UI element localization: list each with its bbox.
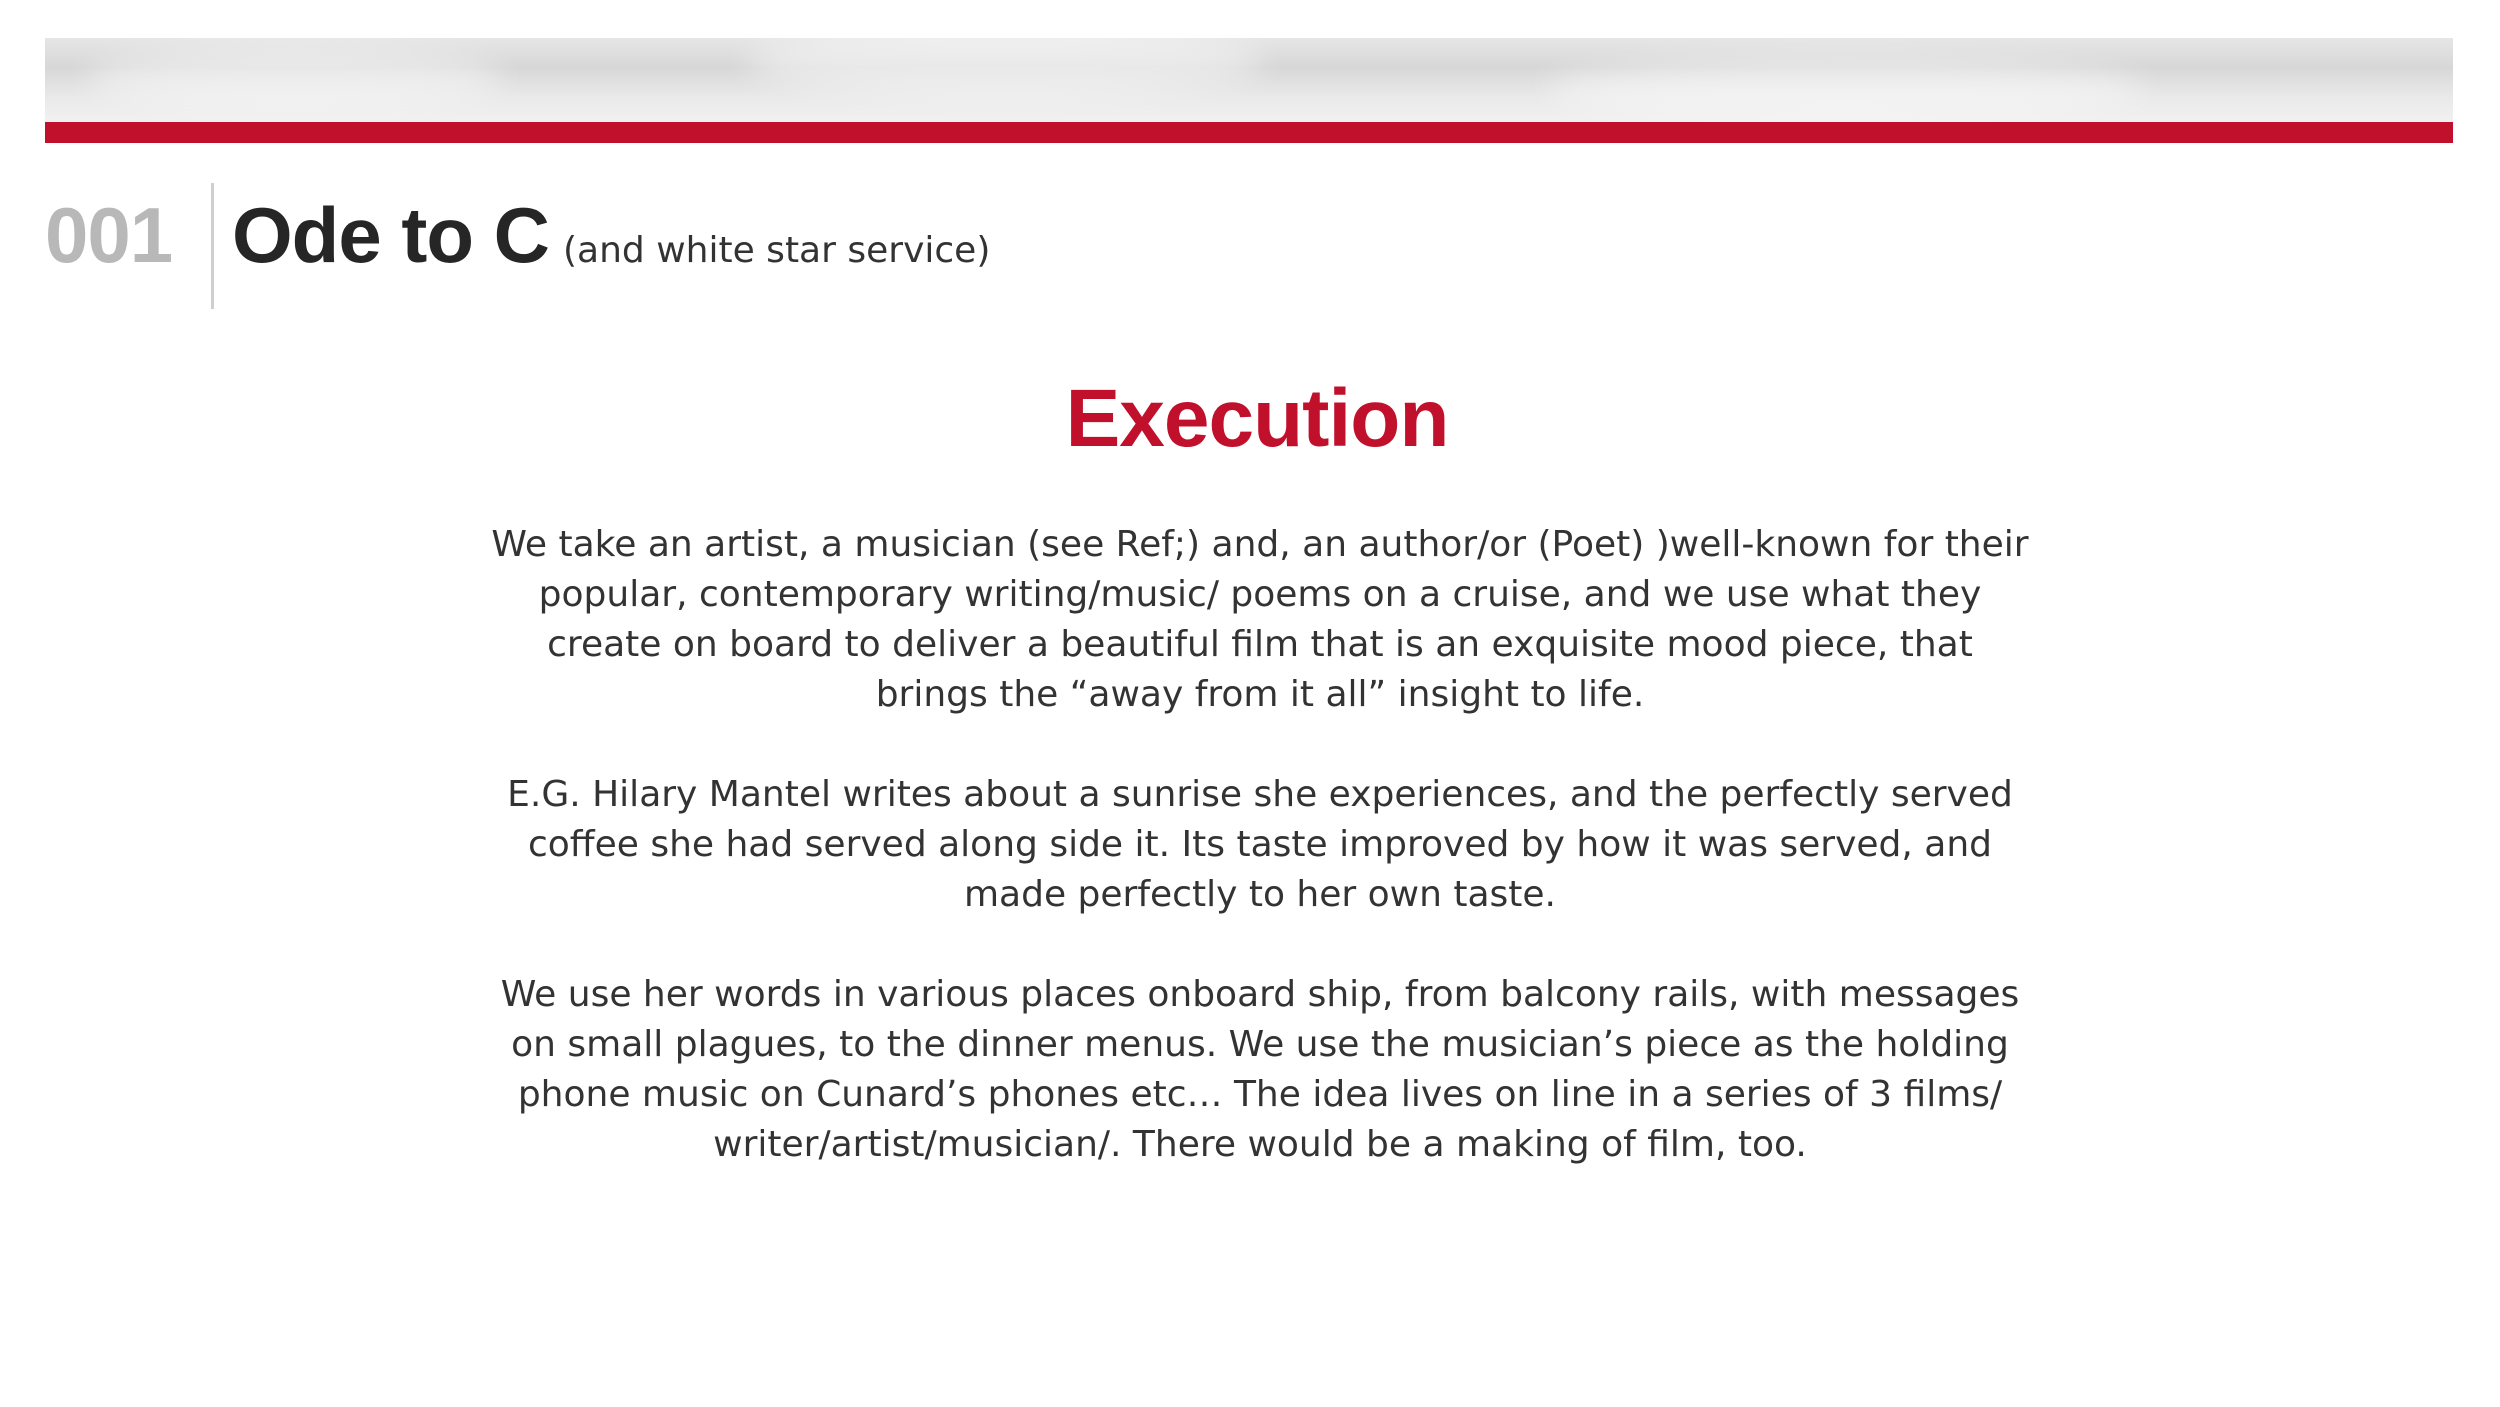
page-title: Ode to C: [232, 191, 549, 279]
body-paragraph: We take an artist, a musician (see Ref;) and, an author/or (Poet) )well-known for their popular, contemporary writing/music/ poems on a cruise, and we use what they create on board to deliver a beautiful film that is an exquisite mood piece, that brings the “away from it all” insight to life.: [491, 524, 2029, 715]
banner-cloud: [1545, 58, 2145, 118]
title-divider: [211, 183, 214, 309]
slide-number: 001: [45, 191, 173, 279]
banner-cloud: [745, 38, 1265, 98]
header-banner-image: [45, 38, 2453, 122]
banner-cloud: [85, 48, 505, 108]
page-subtitle: (and white star service): [563, 230, 991, 271]
body-text: [490, 520, 2030, 1220]
body-paragraph: We use her words in various places onboard ship, from balcony rails, with messages on small plagues, to the dinner menus. We use the musician’s piece as the holding phone music on Cunard’s phones etc… The idea lives on line in a series of 3 films/ writer/artist/musician/. There would be a making of film, too.: [500, 974, 2020, 1165]
body-paragraph: E.G. Hilary Mantel writes about a sunrise she experiences, and the perfectly served coffee she had served along side it. Its taste improved by how it was served, and made perfectly to her own taste.: [507, 774, 2013, 915]
title-block: [232, 191, 991, 279]
section-heading: Execution: [1065, 373, 1449, 464]
header-red-stripe: [45, 122, 2453, 143]
